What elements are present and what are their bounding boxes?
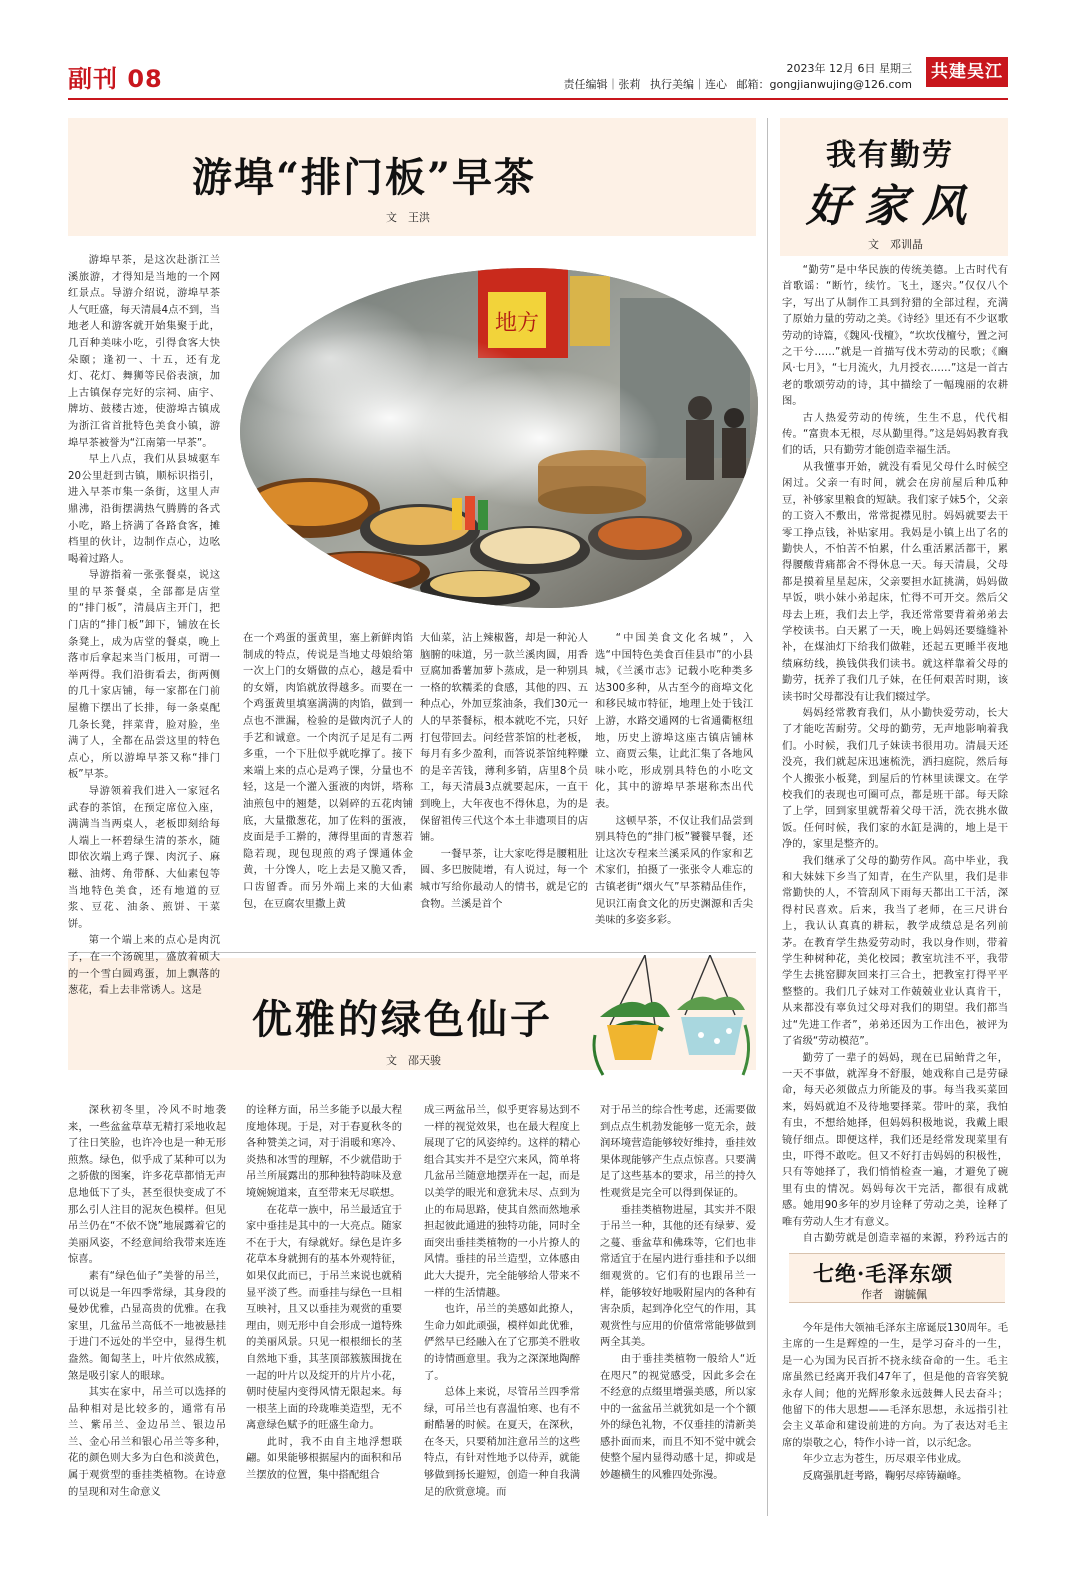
paragraph: 早上八点，我们从县城驱车20公里赶到古镇，顺标识指引，进入早茶市集一条街，这里人声鼎沸，沿街摆满热气腾腾的各式小吃，路上挤满了各路食客，摊档里的伙计，边制作点心，边吆喝着过路人。	[68, 453, 220, 565]
paragraph: 素有“绿色仙子”美誉的吊兰，可以说是一年四季常绿，其身段的曼妙优雅，凸显高贵的优雅。在我家里，几盆吊兰高低不一地被悬挂于进门不远处的半空中，显得生机盎然。匍匐茎上，叶片依然成簇，煞是吸引家人的眼球。	[68, 1269, 226, 1382]
paragraph: 也许，吊兰的美感如此撩人，生命力如此顽强，模样如此优雅，俨然早已经融入在了它那美不胜收的诗情画意里。我为之深深地陶醉了。	[424, 1303, 580, 1382]
paragraph: 在一个鸡蛋的蛋黄里，塞上新鲜肉馅制成的特点，传说是当地丈母娘给第一次上门的女婿做的点心，越是看中的女婿，肉馅就放得越多。而要在一个鸡蛋黄里填塞满满的肉馅，做到一点也不泄漏，检验的是做肉沉子人的手艺和诚意。一个肉沉子足足有二两多重，一个下肚似乎就吃撑了。接下来端上来的点心是鸡子馃，分量也不轻，这是一个灌入蛋液的肉饼，塔称油煎包中的翘楚，以剁碎的五花肉铺底，大量撒葱花，加了佐料的蛋液，皮面是手工擀的，薄得里面的青葱若隐若现，现包现煎的鸡子馃通体金黄，十分馋人，吃上去是又脆又香，口齿留香。而另外端上来的大仙素包，在豆腐农里撒上黄	[243, 632, 413, 910]
paragraph: 游埠早茶，是这次赴浙江兰溪旅游，才得知是当地的一个网红景点。导游介绍说，游埠早茶人气旺盛，每天清晨4点不到，当地老人和游客就开始集聚于此，几百种美味小吃，引得食客大快朵颐；逢初一、十五，还有龙灯、花灯、舞狮等民俗表演，加上古镇保存完好的宗祠、庙宇、牌坊、鼓楼古迹，使游埠古镇成为浙江省首批特色美食小镇，游埠早茶被誉为“江南第一早茶”。	[68, 254, 220, 449]
paragraph: 自古勤劳就是创造幸福的来源，矜矜远古的	[802, 1231, 1008, 1244]
article2-column-2	[246, 1102, 402, 1512]
paragraph: “勤劳”是中华民族的传统美德。上古时代有首歌谣：“断竹，续竹。飞土，逐宍。”仅仅八个字，写出了从制作工具到狩猎的全部过程，充满了原始力量的劳动之美。《诗经》里还有不少讴歌劳动的诗篇，《魏风·伐檀》，“坎坎伐檀兮，置之河之干兮……”就是一首描写伐木劳动的民歌；《豳风·七月》，“七月流火，九月授衣……”这是一首古老的歌颂劳动的诗，其中描绘了一幅瑰丽的农耕图。	[782, 264, 1008, 408]
breakfast-market-photo	[240, 268, 758, 608]
paragraph: 这顿早茶，不仅让我们品尝到别具特色的“排门板”饕餮早餐，还让这次专程来兰溪采风的作家和艺术家们，拍摄了一张张令人难忘的古镇老街“烟火气”早茶精品佳作，见识江南食文化的历史渊源和舌尖美味的多姿多彩。	[595, 814, 753, 927]
poem-line: 反腐强肌赶考路，鞠躬尽瘁铸巅峰。	[802, 1469, 968, 1482]
editor-credit: 责任编辑｜张莉	[563, 78, 641, 91]
contact-email: 邮箱：gongjianwujing@126.com	[736, 78, 912, 91]
paragraph: 导游指着一张张餐桌，说这里的早茶餐桌，全部都是店堂的“排门板”，清晨店主开门，把门店的“排门板”卸下，铺放在长条凳上，成为店堂的餐桌，晚上落市后拿起来当门板用，可谓一举两得。我们沿街看去，街两侧的几十家店铺，每一家都在门前屋檐下摆出了长排，每一条桌配几条长凳，拌菜背，脸对脸，坐满了人，全都在品尝这里的特色点心，所以游埠早茶又称“排门板”早茶。	[68, 569, 220, 781]
article1-column-2	[243, 630, 413, 930]
poem-line: 年少立志为苍生，历尽艰辛伟业成。	[802, 1453, 968, 1466]
article1-title: 游埠“排门板”早茶	[192, 154, 537, 201]
paragraph: 总体上来说，尽管吊兰四季常绿，可吊兰也有喜温怕寒、也有不耐酷暑的时候。在夏天，在深秋，在冬天，只要稍加注意吊兰的这些特点，有针对性地予以侍弄，就能够做到扬长避短，创造一种自我满足的欣赏意境。而	[424, 1386, 580, 1498]
article4-title: 七绝·毛泽东颂	[813, 1261, 954, 1286]
paragraph: 对于吊兰的综合性考虑，还需要做到点点生机勃发能够一览无余，鼓润环境营造能够较好维持，垂挂效果体现能够产生点点惊喜。只要满足了这些基本的要求，吊兰的持久性观赏是完全可以得到保证的。	[600, 1104, 756, 1199]
paragraph: 深秋初冬里，冷风不时地袭来，一些盆盆草草无精打采地收起了往日笑脸，也许冷也是一种无形煎熬。绿色，似乎成了某种可以为之骄傲的图案，许多花草都悄无声息地低下了头，甚至很快变成了不那么引人注目的泥灰色模样。但见吊兰仍在“不依不饶”地展露着它的美丽风姿，不经意间给我带来连连惊喜。	[68, 1104, 226, 1266]
paragraph: 成三两盆吊兰，似乎更容易达到不一样的视觉效果，也在最大程度上展现了它的风姿绰约。这样的精心组合其实并不是空穴来风，简单将几盆吊兰随意地摆弄在一起，而是以美学的眼光和意犹未尽、点到为止的布局思路，使其自然而然地承担起彼此通进的独特功能，同时全面突出垂挂类植物的一小片撩人的风情。垂挂的吊兰造型，立体感由此大大提升，完全能够给人带来不一样的生活情趣。	[424, 1104, 580, 1299]
paragraph: “中国美食文化名城”，入选“中国特色美食百佳县市”的小县城，《兰溪市志》记载小吃种类多达300多种，从古至今的商埠文化和移民城市特征，地理上处于钱江上游，水路交通网的七省通衢枢纽地，历史上游埠这座古镇店铺林立、商贾云集，让此汇集了各地风味小吃，形成别具特色的小吃文化，其中的游埠早茶堪称杰出代表。	[595, 632, 753, 810]
paragraph: 今年是伟大领袖毛泽东主席诞辰130周年。毛主席的一生是辉煌的一生，是学习奋斗的一生，是一心为国为民百折不挠永续奋命的一生。毛主席虽然已经离开我们47年了，但是他的音容笑貌永存人间；他的光辉形象永远鼓舞人民去奋斗；他留下的伟大思想——毛泽东思想，永远指引社会主义革命和建设前进的方向。为了表达对毛主席的崇敬之心，特作小诗一首，以示纪念。	[782, 1322, 1008, 1449]
paragraph: 我们继承了父母的勤劳作风。高中毕业，我和大妹妹下乡当了知青，在生产队里，我们是非常勤快的人，不管刮风下雨每天都出工干活，深得村民喜欢。后来，我当了老师，在三尺讲台上，我认认真真的耕耘，教学成绩总是名列前茅。在教育学生热爱劳动时，我以身作则，带着学生种树种花，美化校园；教室坑洼不平，我带学生去挑窑脚灰回来打三合土，把教室打得平平整整的。我们几子妹对工作兢兢业业认真肯干，从来都没有辜负过父母对我们的期望。我们都当过“先进工作者”，弟弟还因为工作出色，被评为了省级“劳动模范”。	[782, 854, 1008, 1048]
paragraph: 从我懂事开始，就没有看见父母什么时候空闲过。父亲一有时间，就会在房前屋后种瓜种豆，补够家里粮食的短缺。我们家子妹5个，父亲的工资入不敷出，常常捉襟见肘。妈妈就要去干零工挣点钱，补贴家用。我妈是小镇上出了名的勤快人，不怕苦不怕累，什么重活累活都干，累得腰酸背痛都舍不得休息一天。每天清晨，父母都是摸着星星起床，父亲要担水缸挑满，妈妈做早饭，哄小妹小弟起床，忙得不可开交。然后父母去上班，我们去上学，我还常常要背着弟弟去学校读书。白天累了一天，晚上妈妈还要缝缝补补，在煤油灯下给我们做鞋，还起五更睡半夜地绩麻纺线，换钱供我们读书。就这样靠着父母的勤劳，抚养了我们几子妹，在任何艰苦时期，该读书时父母都没有让我们辍过学。	[782, 460, 1008, 703]
paragraph: 妈妈经常教育我们，从小勤快爱劳动，长大了才能吃苦耐劳。父母的勤劳，无声地影响着我们。小时候，我们几子妹读书很用功。清晨天还没亮，我们就起床迅速梳洗，洒扫庭院，然后每个人搬张小板凳，到屋后的竹林里读课文。在学校我们的表现也可圈可点，都是班干部。每天除了上学，回到家里就帮着父母干活，洗衣挑水做饭。任何时候，我们家的水缸是满的，地上是干净的，家里是整齐的。	[782, 706, 1008, 851]
article3-column	[782, 262, 1008, 1247]
paragraph: 此时，我不由自主地浮想联翩。如果能够根据屋内的面积和吊兰摆放的位置，集中搭配组合	[246, 1435, 402, 1482]
art-editor-credit: 执行美编｜连心	[649, 78, 727, 91]
article3-title-line2: 好家风	[806, 181, 980, 232]
article1-column-3	[420, 630, 588, 930]
paragraph: 其实在家中，吊兰可以选择的品种相对是比较多的，通常有吊兰、紫吊兰、金边吊兰、银边吊兰、金心吊兰和银心吊兰等多种，花的颜色则大多为白色和淡黄色，属于观赏型的垂挂类植物。在诗意的呈现和对生命意义	[68, 1386, 226, 1498]
masthead-info	[557, 61, 912, 93]
article3-title-line1: 我有勤劳	[826, 138, 954, 173]
page-number: 08	[127, 65, 163, 93]
article2-column-4	[600, 1102, 756, 1512]
article2-title: 优雅的绿色仙子	[252, 996, 553, 1043]
paragraph: 垂挂类植物进屋，其实并不限于吊兰一种，其他的还有绿萝、爱之蔓、垂盆草和佛珠等，它们也非常适宜于在屋内进行垂挂和予以细细观赏的。它们有的也跟吊兰一样，能够较好地吸附屋内的各种有害杂质，起到净化空气的作用，其观赏性与应用的价值常常能够做到两全其美。	[600, 1203, 756, 1349]
hanging-plants-illustration	[585, 955, 755, 1105]
paragraph: 古人热爱劳动的传统，生生不息，代代相传。“富贵本无根，尽从勤里得。”这是妈妈教育我们的话，只有勤劳才能创造幸福生活。	[782, 411, 1008, 457]
column-divider	[767, 118, 768, 1516]
article1-byline: 文 王洪	[386, 211, 430, 224]
article2-byline: 文 邵天骏	[386, 1054, 441, 1067]
issue-date: 2023年 12月 6日 星期三	[786, 62, 912, 75]
masthead	[68, 55, 1008, 95]
paragraph: 勤劳了一辈子的妈妈，现在已届鲐背之年，一天不事做，就浑身不舒服，她戏称自己是劳碌命，每天必须做点力所能及的事。每当我买菜回来，妈妈就迫不及待地要择菜。带叶的菜，我怕有虫，不想给她择，但妈妈积极地说，我戴上眼镜仔细点。即便这样，我们还是经常发现菜里有虫，吓得不敢吃。但又不好打击妈妈的积极性，只有等她择了，我们悄悄检查一遍，才避免了碗里有虫的情况。妈妈每次干完活，都很有成就感。她用90多年的岁月诠释了劳动之美，诠释了唯有劳动人生才有意义。	[782, 1051, 1008, 1228]
article4-column	[782, 1320, 1008, 1516]
article4-byline: 作者 谢毓佩	[861, 1288, 927, 1301]
article3-byline: 文 邓训晶	[868, 238, 923, 251]
paragraph: 由于垂挂类植物一般给人“近在咫尺”的视觉感受，因此多会在不经意的点缀里增强美感，所以家中的一盆盆吊兰就犹如是一个个额外的绿色礼物，不仅垂挂的清新美感扑面而来，而且不知不觉中就会使整个屋内显得动感十足，抑或是妙趣横生的风雅四处弥漫。	[600, 1352, 756, 1482]
paragraph: 导游领着我们进入一家冠名武春的茶馆，在预定席位入座，满满当当两桌人，老板即刻给每人端上一杯碧绿生清的茶水，随即依次端上鸡子馃、肉沉子、麻糍、油烤、角带酥、大仙素包等当地特色美食，还有地道的豆浆、豆花、油条、煎饼、干菜饼。	[68, 785, 220, 930]
paragraph: 第一个端上来的点心是肉沉子，在一个汤碗里，盛放着硕大的一个雪白圆鸡蛋，加上飘落的葱花，看上去非常诱人。这是	[68, 934, 220, 997]
article2-column-1	[68, 1102, 226, 1512]
shop-sign-text: 地方	[494, 311, 540, 336]
paragraph: 在花草一族中，吊兰最适宜于家中垂挂是其中的一大亮点。随家不在于大，有绿就好。绿色是许多花草本身就拥有的基本外观特征，如果仅此而已，于吊兰来说也就稍显平淡了些。而垂挂与绿色一旦相互映衬，且又以垂挂为观赏的重要理由，则无形中自会形成一道特殊的美丽风景。只见一根根细长的茎自然地下垂，其茎顶部簇簇围拢在一起的叶片以及绽开的片片小花，朝时使屋内变得风情无限起来。每一根茎上面的玲珑唯美造型，无不离意绿色赋予的旺盛生命力。	[246, 1203, 402, 1432]
paragraph: 大仙菜，沾上辣椒酱，却是一种沁人脑腑的味道，另一款兰溪肉圆，用香豆腐加番薯加萝卜蒸成，是一种别具一格的软糯柔的食感，其他的四、五种点心，外加豆浆油条，我们30元一人的早茶餐标，根本就吃不完，只好打包带回去。问经营茶馆的杜老板，每月有多少盈利，而答说茶馆纯粹赚的是辛苦钱，薄利多销，店里8个员工，每天清晨3点就要起床，一直干到晚上，大年夜也不得休息，为的是保留祖传三代这个本土非遗项目的店铺。	[420, 632, 588, 844]
brand-logo: 共建吴江	[926, 57, 1008, 87]
article2-column-3	[424, 1102, 580, 1512]
article1-column-4	[595, 630, 753, 930]
paragraph: 的诠释方面，吊兰多能予以最大程度地体现。于是，对于春夏秋冬的各种赞美之词，对于涓暖和寒冷、炎热和冰雪的理解，不少就借助于吊兰所展露出的那种独特韵味及意境婉婉道来，直至带来无尽联想。	[246, 1104, 402, 1199]
paragraph: 一餐早茶，让大家吃得是腰粗肚圆、多巴胺陡增，有人说过，每一个城市写给你最动人的情书，就是它的食物。兰溪是首个	[420, 847, 588, 910]
section-name: 副刊	[68, 65, 118, 93]
masthead-rule	[68, 98, 1008, 100]
page-label	[68, 59, 163, 94]
article4-title-band	[789, 1253, 1005, 1303]
